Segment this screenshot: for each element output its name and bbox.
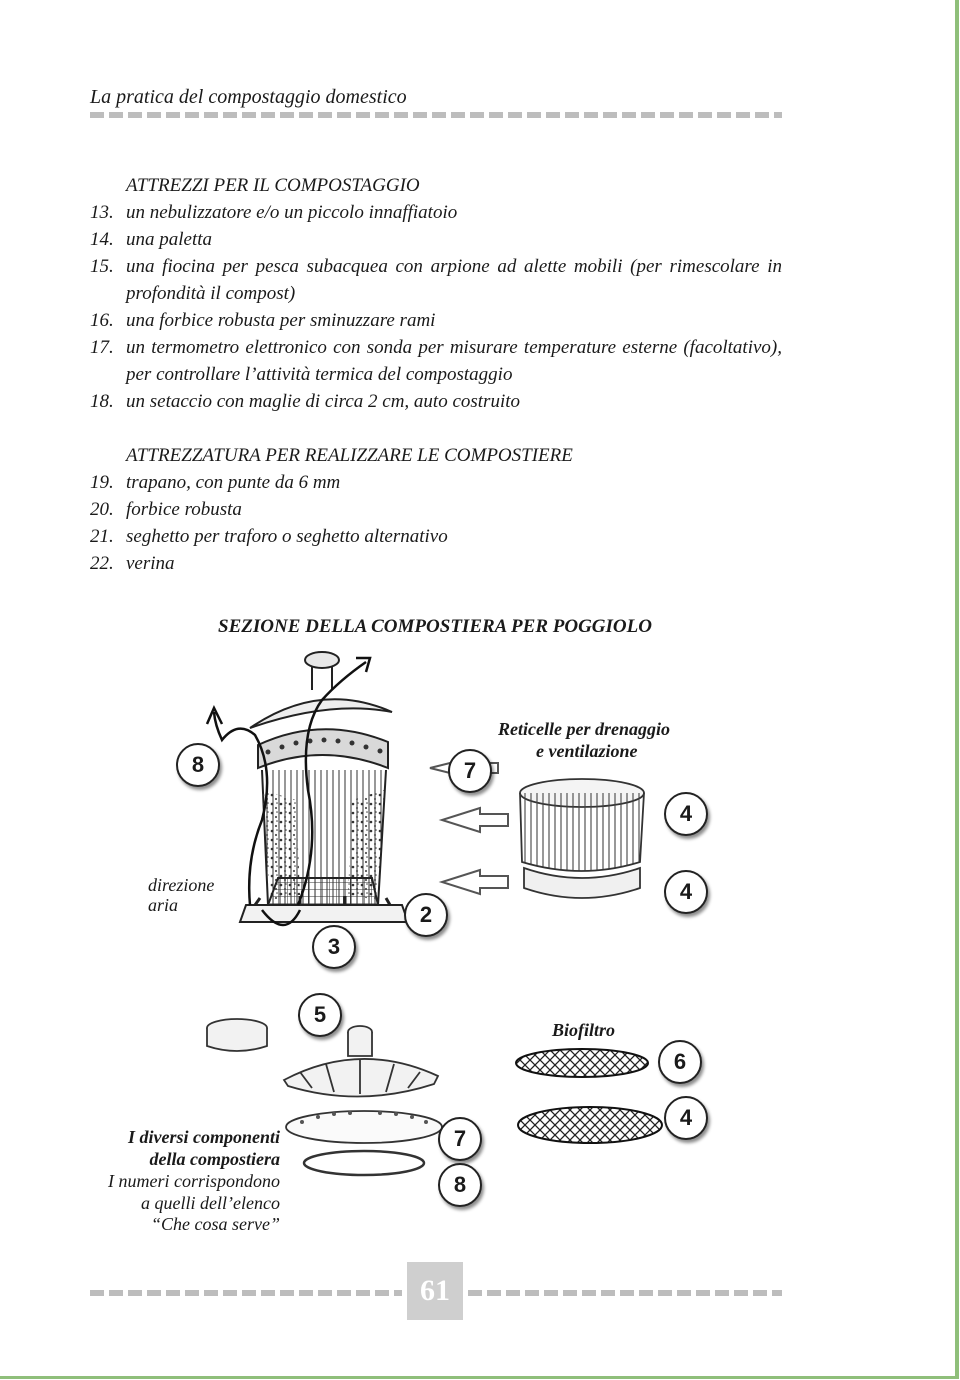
biofiltro-label: Biofiltro	[552, 1020, 616, 1040]
item-number: 16.	[90, 310, 114, 331]
number-badge-2: 2	[404, 893, 448, 937]
item-text: un setaccio con maglie di circa 2 cm, auto costruito	[126, 391, 520, 412]
figure-title: SEZIONE DELLA COMPOSTIERA PER POGGIOLO	[218, 616, 652, 637]
caption-line4: a quelli dell’elenco	[141, 1193, 280, 1213]
caption-line5: “Che cosa serve”	[151, 1214, 280, 1234]
number-badge-8: 8	[176, 743, 220, 787]
number-badge-7: 7	[448, 749, 492, 793]
number-badge-6: 6	[658, 1040, 702, 1084]
item-number: 19.	[90, 472, 114, 493]
reticelle-label-line2: e ventilazione	[536, 741, 638, 761]
item-text: seghetto per traforo o seghetto alternativo	[126, 526, 448, 547]
item-text: trapano, con punte da 6 mm	[126, 472, 341, 493]
number-badge-4: 4	[664, 870, 708, 914]
item-text: una paletta	[126, 229, 213, 250]
number-badge-4: 4	[664, 792, 708, 836]
section-heading: ATTREZZI PER IL COMPOSTAGGIO	[126, 175, 420, 196]
caption-line1: I diversi componenti	[128, 1127, 280, 1147]
item-text: verina	[126, 553, 175, 574]
caption-line2: della compostiera	[149, 1149, 280, 1169]
number-badge-3: 3	[312, 925, 356, 969]
biofiltro-discs	[516, 1049, 662, 1143]
composter-section-drawing	[240, 652, 408, 922]
item-number: 20.	[90, 499, 114, 520]
number-badge-5: 5	[298, 993, 342, 1037]
footer-rule-right	[468, 1290, 782, 1296]
item-text: forbice robusta	[126, 499, 242, 520]
reticelle-net-drum	[520, 779, 644, 898]
item-text: un nebulizzatore e/o un piccolo innaffiatoio	[126, 202, 458, 223]
item-number: 13.	[90, 202, 114, 223]
item-number: 15.	[90, 256, 114, 277]
running-head: La pratica del compostaggio domestico	[90, 86, 407, 108]
number-badge-7: 7	[438, 1117, 482, 1161]
section-heading: ATTREZZATURA PER REALIZZARE LE COMPOSTIERE	[126, 445, 573, 466]
number-badge-8: 8	[438, 1163, 482, 1207]
item-number: 17.	[90, 337, 114, 358]
air-direction-label-line2: aria	[148, 895, 179, 915]
item-number: 22.	[90, 553, 114, 574]
item-text: una fiocina per pesca subacquea con arpione ad alette mobili (per rimescolare in profondità il compost)	[126, 256, 782, 304]
item-text: una forbice robusta per sminuzzare rami	[126, 310, 436, 331]
item-text: un termometro elettronico con sonda per misurare temperature esterne (facoltativo), per controllare l’attività termica del compostaggio	[126, 337, 782, 385]
page-number: 61	[407, 1262, 463, 1320]
item-number: 18.	[90, 391, 114, 412]
item-number: 14.	[90, 229, 114, 250]
item-number: 21.	[90, 526, 114, 547]
caption-line3: I numeri corrispondono	[108, 1171, 280, 1191]
number-badge-4: 4	[664, 1096, 708, 1140]
footer-rule-left	[90, 1290, 402, 1296]
reticelle-label-line1: Reticelle per drenaggio	[498, 719, 670, 739]
air-direction-label-line1: direzione	[148, 875, 215, 895]
